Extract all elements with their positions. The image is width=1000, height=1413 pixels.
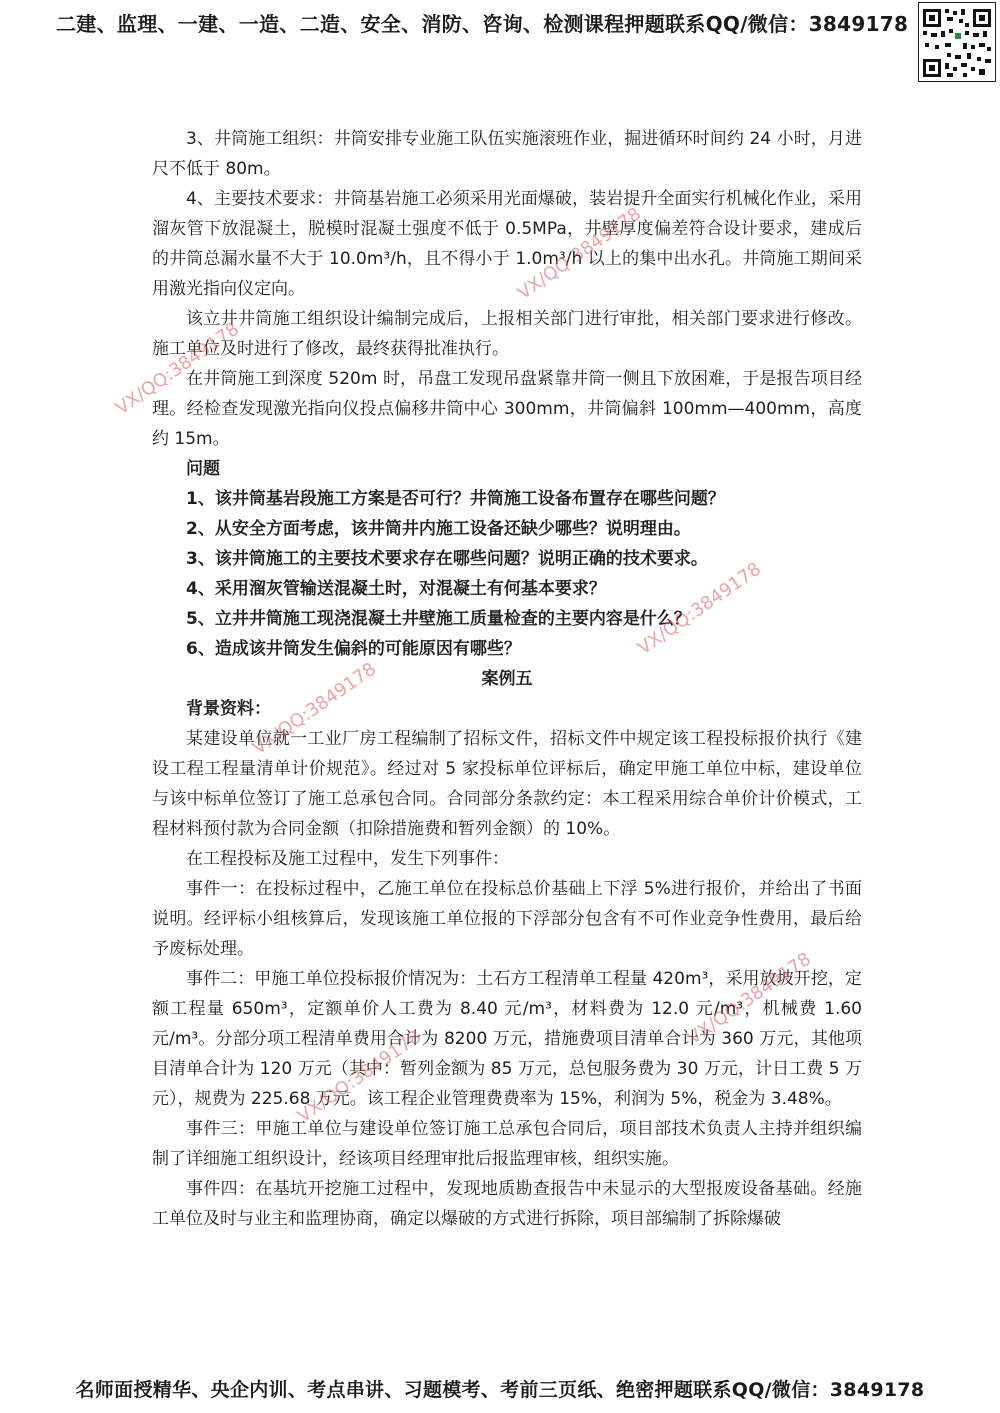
paragraph-deviation: 在井筒施工到深度 520m 时，吊盘工发现吊盘紧靠井筒一侧且下放困难，于是报告项目经理。经检查发现激光指向仪投点偏移井筒中心 300mm，井筒偏斜 100mm—400mm，高度约 15m。 xyxy=(152,369,862,449)
questions-heading: 问题 xyxy=(186,459,220,479)
case-paragraph: 在工程投标及施工过程中，发生下列事件： xyxy=(186,849,509,869)
page-header xyxy=(0,0,1000,90)
watermark-text: VX/QQ:3849178 xyxy=(683,948,816,1050)
question-item: 5、立井井筒施工现浇混凝土井壁施工质量检查的主要内容是什么？ xyxy=(186,609,691,629)
case-paragraph: 某建设单位就一工业厂房工程编制了招标文件，招标文件中规定该工程投标报价执行《建设工程工程量清单计价规范》。经过对 5 家投标单位评标后，确定甲施工单位中标，建设单位与该中标单位签订了施工总承包合同。合同部分条款约定：本工程采用综合单价计价模式，工程材料预付款为合同金额（扣除措施费和暂列金额）的 10%。 xyxy=(152,729,862,839)
question-item: 6、造成该井筒发生偏斜的可能原因有哪些？ xyxy=(186,639,521,659)
event-one-paragraph: 事件一：在投标过程中，乙施工单位在投标总价基础上下浮 5%进行报价，并给出了书面说明。经评标小组核算后，发现该施工单位报的下浮部分包含有不可作业竞争性费用，最后给予废标处理。 xyxy=(152,879,862,959)
document-body xyxy=(152,124,862,1234)
background-heading: 背景资料： xyxy=(186,699,271,719)
paragraph-technical-requirements: 4、主要技术要求：井筒基岩施工必须采用光面爆破，装岩提升全面实行机械化作业，采用溜灰管下放混凝土，脱模时混凝土强度不低于 0.5MPa，井壁厚度偏差符合设计要求，建成后的井筒总漏水量不大于 10.0m³/h，且不得小于 1.0m³/h 以上的集中出水孔。井筒施工期间采用激光指向仪定向。 xyxy=(152,189,862,299)
event-four-paragraph: 事件四：在基坑开挖施工过程中，发现地质勘查报告中未显示的大型报废设备基础。经施工单位及时与业主和监理协商，确定以爆破的方式进行拆除，项目部编制了拆除爆破 xyxy=(152,1179,862,1229)
event-three-paragraph: 事件三：甲施工单位与建设单位签订施工总承包合同后，项目部技术负责人主持并组织编制了详细施工组织设计，经该项目经理审批后报监理审核，组织实施。 xyxy=(152,1119,862,1169)
question-item: 1、该井筒基岩段施工方案是否可行？井筒施工设备布置存在哪些问题？ xyxy=(186,489,725,509)
paragraph-approval: 该立井井筒施工组织设计编制完成后，上报相关部门进行审批，相关部门要求进行修改。施工单位及时进行了修改，最终获得批准执行。 xyxy=(152,309,862,359)
question-item: 2、从安全方面考虑，该井筒井内施工设备还缺少哪些？说明理由。 xyxy=(186,519,691,539)
watermark-text: VX/QQ:3849178 xyxy=(293,1026,426,1128)
event-two-paragraph: 事件二：甲施工单位投标报价情况为：土石方工程清单工程量 420m³，采用放坡开挖，定额工程量 650m³，定额单价人工费为 8.40 元/m³，材料费为 12.0 元/m³，机械费 1.60 元/m³。分部分项工程清单费用合计为 8200 万元，措施费项目清单合计为 360 万元，其他项目清单合计为 120 万元（其中：暂列金额为 85 万元，总包服务费为 30 万元，计日工费 5 万元），规费为 225.68 万元。该工程企业管理费费率为 15%，利润为 5%，税金为 3.48%。 xyxy=(152,969,862,1109)
watermark-text: VX/QQ:3849178 xyxy=(248,658,381,760)
page-footer: 名师面授精华、央企内训、考点串讲、习题模考、考前三页纸、绝密押题联系QQ/微信：3849178 xyxy=(75,1379,925,1401)
header-contact-text: 二建、监理、一建、一造、二造、安全、消防、咨询、检测课程押题联系QQ/微信：3849178 xyxy=(56,12,909,36)
question-item: 4、采用溜灰管输送混凝土时，对混凝土有何基本要求？ xyxy=(186,579,606,599)
question-item: 3、该井筒施工的主要技术要求存在哪些问题？说明正确的技术要求。 xyxy=(186,549,708,569)
paragraph-shaft-organization: 3、井筒施工组织：井筒安排专业施工队伍实施滚班作业，掘进循环时间约 24 小时，月进尺不低于 80m。 xyxy=(152,129,862,179)
watermark-text: VX/QQ:3849178 xyxy=(633,558,766,660)
case-title: 案例五 xyxy=(481,669,533,689)
watermark-text: VX/QQ:3849178 xyxy=(111,318,244,420)
qr-code-image xyxy=(918,2,996,82)
watermark-text: VX/QQ:3849178 xyxy=(513,203,646,305)
